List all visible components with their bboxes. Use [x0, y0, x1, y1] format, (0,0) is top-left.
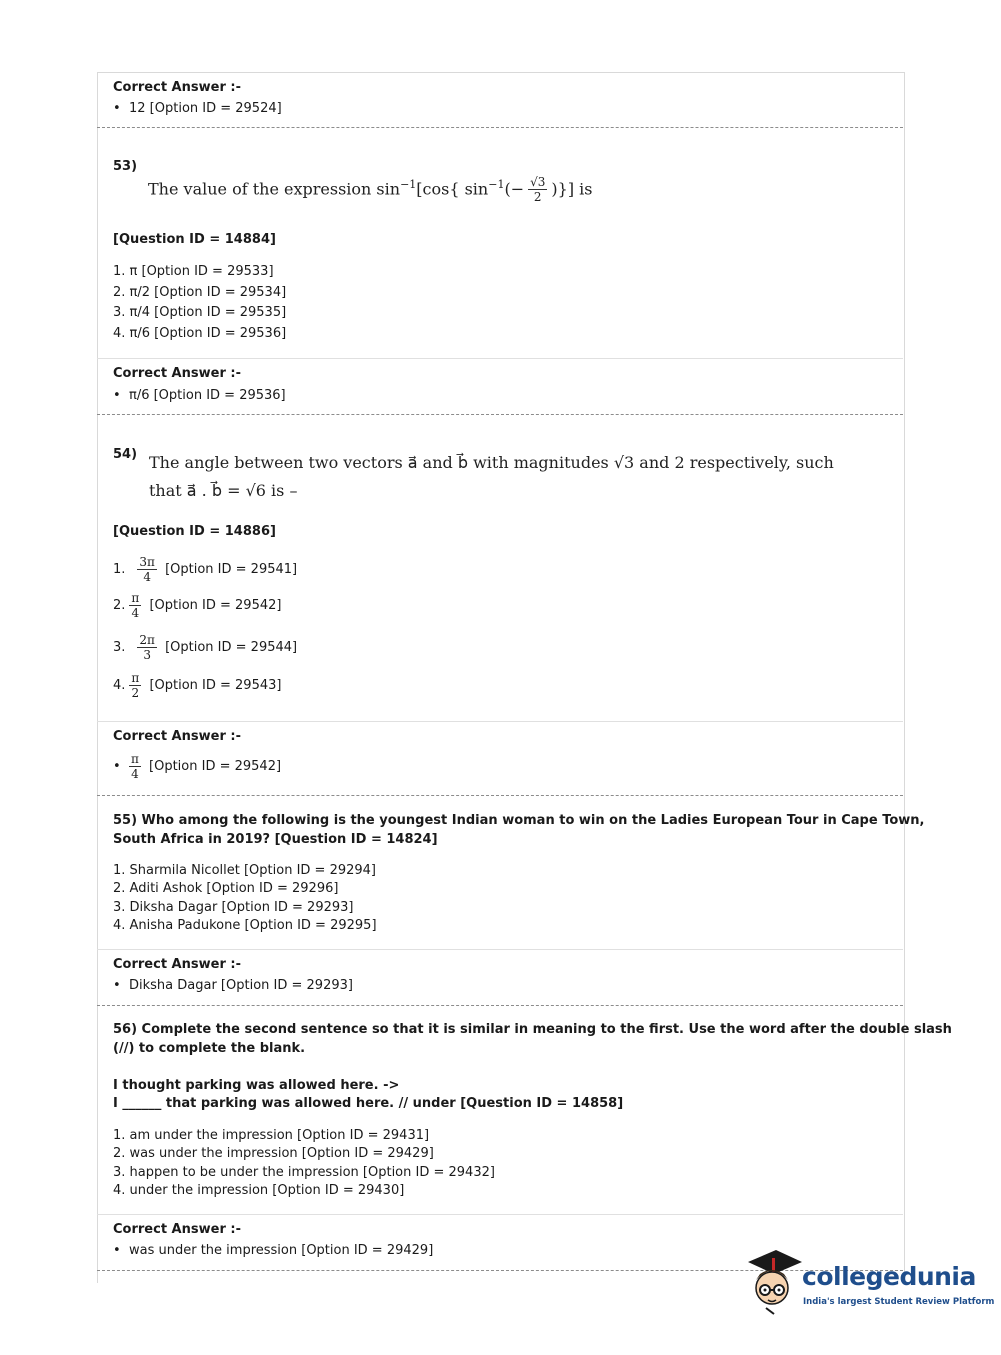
option: 2. π/2 [Option ID = 29534] [113, 285, 287, 300]
option-number: 3. [113, 640, 126, 655]
option-id: [Option ID = 29541] [165, 562, 298, 577]
correct-answer-label: Correct Answer :- [113, 366, 241, 381]
logo-wordmark: collegedunia [802, 1262, 976, 1291]
correct-answer-value: • was under the impression [Option ID = 29429] [113, 1243, 434, 1258]
fraction-den: 2 [533, 190, 542, 205]
q53-section [97, 128, 903, 358]
correct-answer-label: Correct Answer :- [113, 729, 241, 744]
fraction-num: √3 [530, 175, 546, 190]
correct-answer-value: • π/6 [Option ID = 29536] [113, 388, 286, 403]
fraction-den: 2 [131, 686, 140, 700]
option: 3. π/4 [Option ID = 29535] [113, 305, 287, 320]
logo-tagline: India's largest Student Review Platform [803, 1297, 995, 1307]
q55-section [97, 796, 925, 949]
q54-section [97, 415, 903, 721]
fraction [129, 591, 141, 620]
fraction-den: 4 [131, 606, 140, 620]
correct-answer-label: Correct Answer :- [113, 1222, 241, 1237]
fraction [137, 633, 157, 662]
fraction-num: 2π [139, 633, 155, 647]
question-number: 53) [113, 159, 138, 174]
question-text-line: South Africa in 2019? [Question ID = 14824] [113, 832, 438, 847]
question-text-line: 56) Complete the second sentence so that it is similar in meaning to the first. Use the word after the double slash [113, 1022, 952, 1037]
correct-answer-label: Correct Answer :- [113, 80, 241, 95]
question-text-line: I thought parking was allowed here. -> [113, 1078, 400, 1093]
option-id: [Option ID = 29542] [149, 598, 282, 613]
option [113, 633, 297, 662]
correct-answer-value: • 12 [Option ID = 29524] [113, 101, 282, 116]
question-text [148, 170, 592, 204]
question-number: 54) [113, 447, 138, 462]
option-number: 4. [113, 678, 126, 693]
option-number: 2. [113, 598, 126, 613]
fraction [528, 175, 547, 204]
option: 4. under the impression [Option ID = 29430] [113, 1183, 405, 1198]
correct-answer-text: [Option ID = 29542] [149, 759, 282, 774]
fraction [137, 555, 157, 584]
correct-answer-text: 12 [Option ID = 29524] [129, 101, 282, 116]
option: 1. Sharmila Nicollet [Option ID = 29294] [113, 863, 377, 878]
question-text-line: that a⃗ . b⃗ = √6 is – [149, 481, 298, 500]
question-id: [Question ID = 14886] [113, 524, 276, 539]
q53-answer-section [97, 359, 903, 415]
option: 4. Anisha Padukone [Option ID = 29295] [113, 918, 377, 933]
question-text-line: 55) Who among the following is the youngest Indian woman to win on the Ladies European Tour in Cape Town, [113, 813, 925, 828]
option: 1. am under the impression [Option ID = 29431] [113, 1128, 430, 1143]
correct-answer-label: Correct Answer :- [113, 957, 241, 972]
option [113, 671, 281, 700]
expr-part: [cos{ sin [416, 179, 489, 199]
option: 1. π [Option ID = 29533] [113, 264, 274, 279]
expr-sup: −1 [488, 178, 505, 191]
fraction [129, 671, 141, 700]
question-text-line: (//) to complete the blank. [113, 1041, 306, 1056]
question-id: [Question ID = 14884] [113, 232, 276, 247]
collegedunia-logo [744, 1248, 995, 1318]
option: 2. Aditi Ashok [Option ID = 29296] [113, 881, 339, 896]
option: 3. Diksha Dagar [Option ID = 29293] [113, 900, 354, 915]
correct-answer-text: Diksha Dagar [Option ID = 29293] [129, 978, 353, 993]
q52-answer-section [97, 72, 903, 128]
option: 3. happen to be under the impression [Option ID = 29432] [113, 1165, 495, 1180]
option [113, 591, 281, 620]
correct-answer-value: • Diksha Dagar [Option ID = 29293] [113, 978, 353, 993]
q55-answer-section [97, 950, 903, 1006]
option: 4. π/6 [Option ID = 29536] [113, 326, 287, 341]
question-text-line: I ______ that parking was allowed here. // under [Question ID = 14858] [113, 1096, 624, 1111]
expr-part: The value of the expression sin [148, 179, 401, 199]
fraction-num: π [131, 671, 140, 685]
expr-sup: −1 [400, 178, 417, 191]
option-id: [Option ID = 29543] [149, 678, 282, 693]
option [113, 555, 297, 584]
fraction-num: π [131, 591, 140, 605]
expr-part: )}] is [551, 179, 593, 199]
fraction [129, 752, 141, 781]
fraction-den: 4 [131, 767, 139, 781]
mascot-icon [744, 1248, 804, 1318]
option: 2. was under the impression [Option ID = 29429] [113, 1146, 434, 1161]
question-text-line: The angle between two vectors a⃗ and b⃗ with magnitudes √3 and 2 respectively, such [149, 453, 834, 472]
fraction-num: 3π [139, 555, 155, 569]
fraction-den: 3 [143, 648, 151, 662]
q54-answer-section [97, 722, 903, 796]
q56-section [97, 1006, 952, 1214]
fraction-num: π [131, 752, 139, 766]
correct-answer-text: was under the impression [Option ID = 29429] [129, 1243, 434, 1258]
option-id: [Option ID = 29544] [165, 640, 298, 655]
correct-answer-text: π/6 [Option ID = 29536] [129, 388, 286, 403]
fraction-den: 4 [143, 570, 151, 584]
expr-part: (− [504, 179, 525, 199]
option-number: 1. [113, 562, 126, 577]
correct-answer-value: • $\frac{\pi}{4}$ [Option ID = 29542] [113, 752, 282, 781]
